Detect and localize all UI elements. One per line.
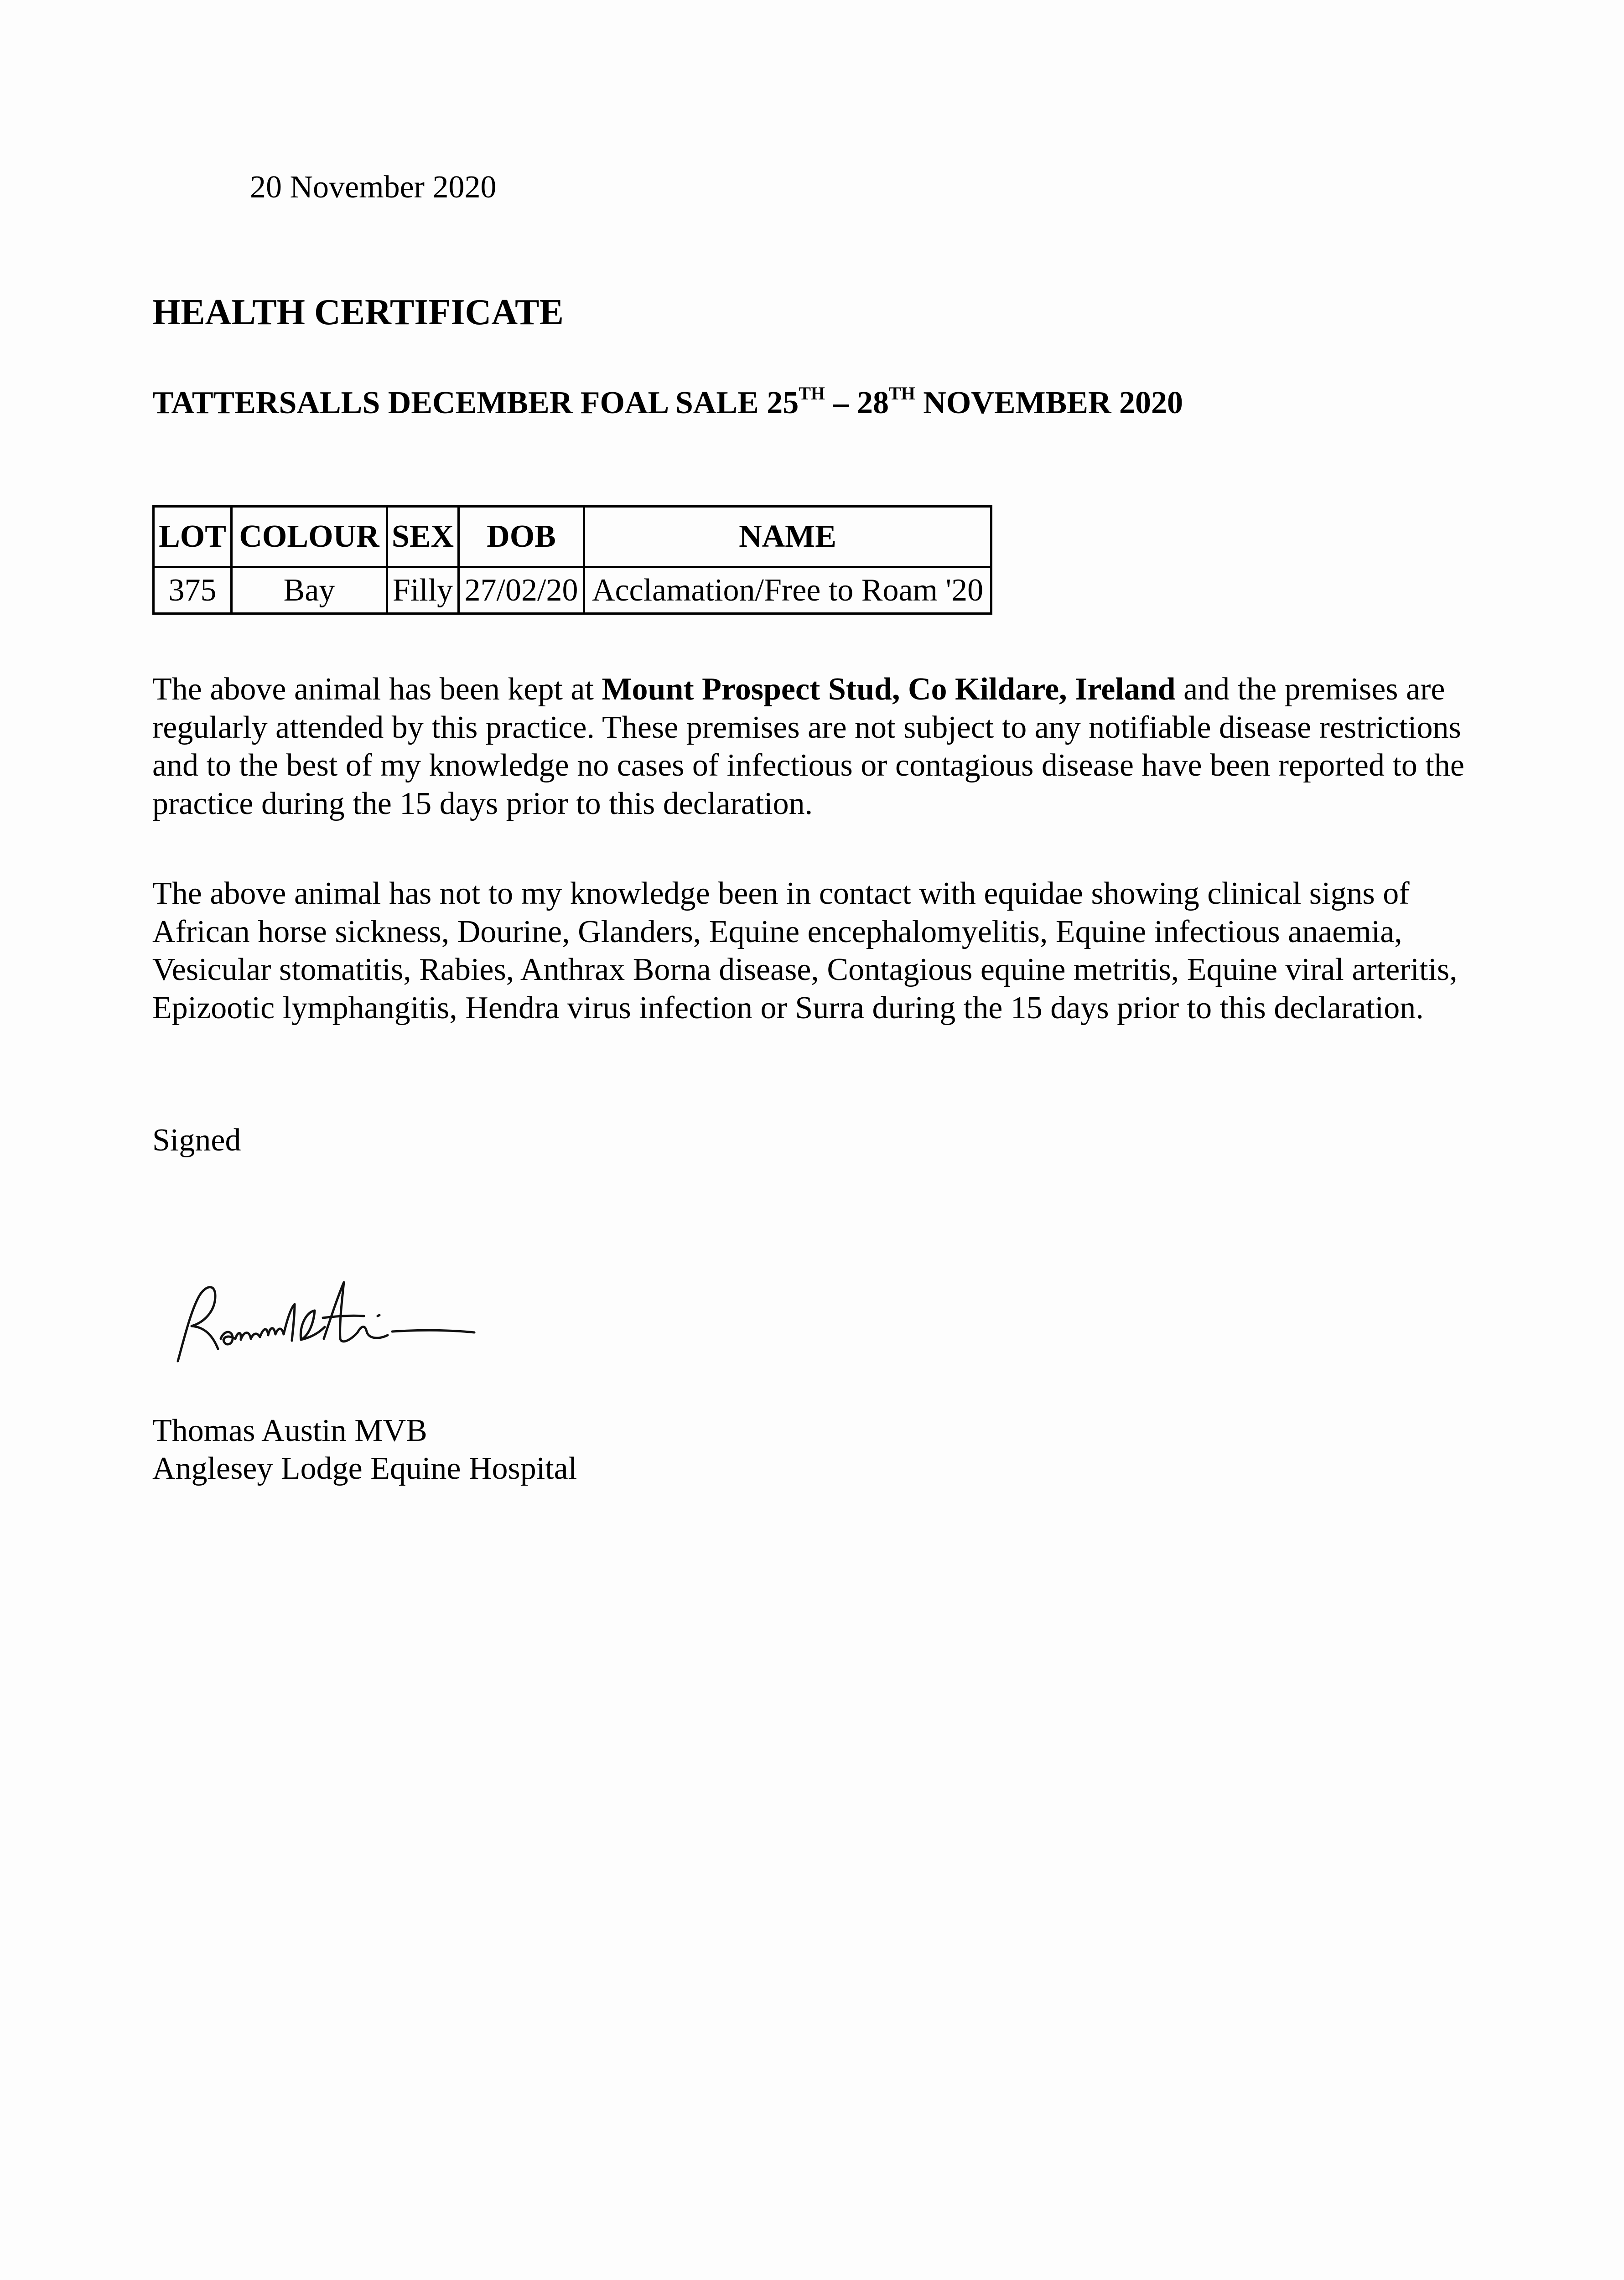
signer-organisation: Anglesey Lodge Equine Hospital bbox=[152, 1451, 577, 1486]
contact-declaration-paragraph: The above animal has not to my knowledge been in contact with equidae showing clinical signs of African horse sickness, Dourine, Glanders, Equine encephalomyelitis, Equine infectious anaemia, Vesicular stomatitis, Rabies, Anthrax Borna disease, Contagious equine metritis, Equine viral arteritis, Epizootic lymphangitis, Hendra virus infection or Surra during the 15 days prior to this declaration. bbox=[152, 876, 1458, 1026]
header-dob: DOB bbox=[459, 507, 584, 567]
signer-name: Thomas Austin MVB bbox=[152, 1413, 427, 1448]
premises-paragraph bbox=[152, 670, 1475, 823]
signed-label: Signed bbox=[152, 1123, 241, 1158]
table-row bbox=[154, 567, 991, 614]
premises-text-after: and the premises are regularly attended by this practice. These premises are not subject to any notifiable disease restrictions and to the best of my knowledge no cases of infectious or contagious disease have been reported to the practice during the 15 days prior to this declaration. bbox=[152, 672, 1464, 821]
premises-text-before: The above animal has been kept at bbox=[152, 672, 602, 707]
signer-block bbox=[152, 1412, 577, 1487]
subtitle-part3: NOVEMBER 2020 bbox=[915, 385, 1183, 420]
subtitle-sup2: TH bbox=[889, 383, 915, 404]
document-title: HEALTH CERTIFICATE bbox=[152, 292, 564, 332]
document-date: 20 November 2020 bbox=[250, 170, 497, 205]
subtitle-part1: TATTERSALLS DECEMBER FOAL SALE 25 bbox=[152, 385, 799, 420]
premises-location: Mount Prospect Stud, Co Kildare, Ireland bbox=[602, 672, 1176, 707]
cell-sex: Filly bbox=[387, 567, 459, 614]
sale-subtitle bbox=[152, 382, 1183, 424]
cell-colour: Bay bbox=[232, 567, 387, 614]
subtitle-sup1: TH bbox=[799, 383, 825, 404]
cell-dob: 27/02/20 bbox=[459, 567, 584, 614]
animal-details-table bbox=[152, 505, 992, 615]
header-name: NAME bbox=[584, 507, 991, 567]
header-lot: LOT bbox=[154, 507, 232, 567]
cell-lot: 375 bbox=[154, 567, 232, 614]
header-sex: SEX bbox=[387, 507, 459, 567]
header-colour: COLOUR bbox=[232, 507, 387, 567]
handwritten-signature bbox=[164, 1259, 493, 1373]
cell-name: Acclamation/Free to Roam '20 bbox=[584, 567, 991, 614]
table-header-row bbox=[154, 507, 991, 567]
subtitle-part2: – 28 bbox=[825, 385, 889, 420]
